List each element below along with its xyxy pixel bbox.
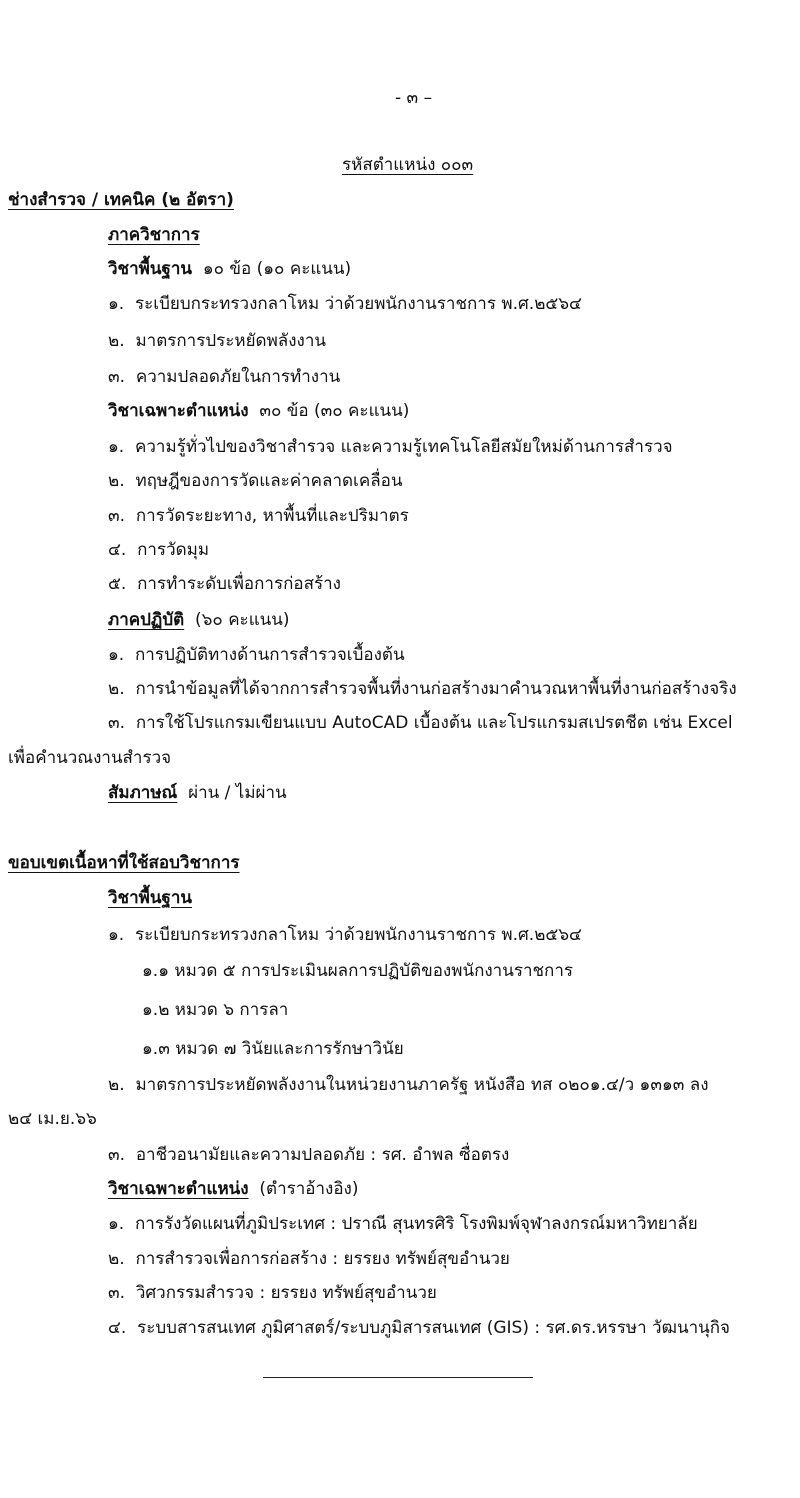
interview-row [108, 780, 287, 806]
list-item-continuation: เพื่อคำนวณงานสำรวจ [8, 748, 172, 768]
practice-row [108, 607, 290, 633]
specific-subject-row [108, 398, 409, 424]
theory-heading: ภาควิชาการ [108, 225, 200, 245]
practice-detail: (๖๐ คะแนน) [194, 610, 290, 630]
list-item-continuation: ๒๔ เม.ย.๖๖ [8, 1109, 97, 1129]
specific-subject-title: วิชาเฉพาะตำแหน่ง [108, 401, 249, 421]
basic-subject-detail: ๑๐ ข้อ (๑๐ คะแนน) [202, 259, 352, 279]
scope-basic-title: วิชาพื้นฐาน [108, 888, 193, 908]
list-item: ๔. ระบบสารสนเทศ ภูมิศาสตร์/ระบบภูมิสารสนเทศ (GIS) : รศ.ดร.หรรษา วัฒนานุกิจ [108, 1318, 730, 1338]
list-item: ๒. การนำข้อมูลที่ได้จากการสำรวจพื้นที่งานก่อสร้างมาคำนวณหาพื้นที่งานก่อสร้างจริง [108, 679, 737, 699]
scope-specific-detail: (ตำราอ้างอิง) [259, 1179, 359, 1199]
interview-detail: ผ่าน / ไม่ผ่าน [188, 783, 287, 803]
end-divider [263, 1377, 533, 1378]
list-item: ๕. การทำระดับเพื่อการก่อสร้าง [108, 574, 341, 594]
list-item: ๓. การใช้โปรแกรมเขียนแบบ AutoCAD เบื้องต้น และโปรแกรมสเปรตชีต เช่น Excel [108, 713, 733, 733]
specific-subject-detail: ๓๐ ข้อ (๓๐ คะแนน) [259, 401, 410, 421]
list-item: ๒. การสำรวจเพื่อการก่อสร้าง : ยรรยง ทรัพย์สุขอำนวย [108, 1249, 510, 1269]
interview-heading: สัมภาษณ์ [108, 783, 178, 803]
list-item: ๒. ทฤษฎีของการวัดและค่าคลาดเคลื่อน [108, 471, 403, 491]
list-item: ๑. ระเบียบกระทรวงกลาโหม ว่าด้วยพนักงานราชการ พ.ศ.๒๕๖๔ [108, 925, 582, 945]
sub-list-item: ๑.๓ หมวด ๗ วินัยและการรักษาวินัย [142, 1039, 404, 1059]
page-number: - ๓ – [395, 88, 433, 108]
sub-list-item: ๑.๒ หมวด ๖ การลา [142, 1000, 289, 1020]
list-item: ๒. มาตรการประหยัดพลังงาน [108, 331, 326, 351]
sub-list-item: ๑.๑ หมวด ๕ การประเมินผลการปฏิบัติของพนักงานราชการ [142, 961, 574, 981]
list-item: ๑. ความรู้ทั่วไปของวิชาสำรวจ และความรู้เทคโนโลยีสมัยใหม่ด้านการสำรวจ [108, 437, 673, 457]
position-code: รหัสตำแหน่ง ๐๐๓ [342, 155, 474, 175]
list-item: ๑. ระเบียบกระทรวงกลาโหม ว่าด้วยพนักงานราชการ พ.ศ.๒๕๖๔ [108, 294, 582, 314]
list-item: ๑. การรังวัดแผนที่ภูมิประเทศ : ปราณี สุนทรศิริ โรงพิมพ์จุฬาลงกรณ์มหาวิทยาลัย [108, 1214, 698, 1234]
list-item: ๓. ความปลอดภัยในการทำงาน [108, 367, 341, 387]
basic-subject-title: วิชาพื้นฐาน [108, 259, 193, 279]
scope-heading: ขอบเขตเนื้อหาที่ใช้สอบวิชาการ [8, 853, 240, 873]
list-item: ๓. การวัดระยะทาง, หาพื้นที่และปริมาตร [108, 506, 409, 526]
basic-subject-row [108, 256, 351, 282]
list-item: ๔. การวัดมุม [108, 540, 210, 560]
list-item: ๒. มาตรการประหยัดพลังงานในหน่วยงานภาครัฐ หนังสือ ทส ๐๒๐๑.๔/ว ๑๓๑๓ ลง [108, 1075, 709, 1095]
list-item: ๓. วิศวกรรมสำรวจ : ยรรยง ทรัพย์สุขอำนวย [108, 1283, 437, 1303]
job-title: ช่างสำรวจ / เทคนิค (๒ อัตรา) [8, 190, 234, 210]
list-item: ๓. อาชีวอนามัยและความปลอดภัย : รศ. อำพล ซื่อตรง [108, 1145, 510, 1165]
practice-heading: ภาคปฏิบัติ [108, 610, 185, 630]
scope-specific-row [108, 1176, 359, 1202]
list-item: ๑. การปฏิบัติทางด้านการสำรวจเบื้องต้น [108, 645, 405, 665]
scope-specific-title: วิชาเฉพาะตำแหน่ง [108, 1179, 249, 1199]
